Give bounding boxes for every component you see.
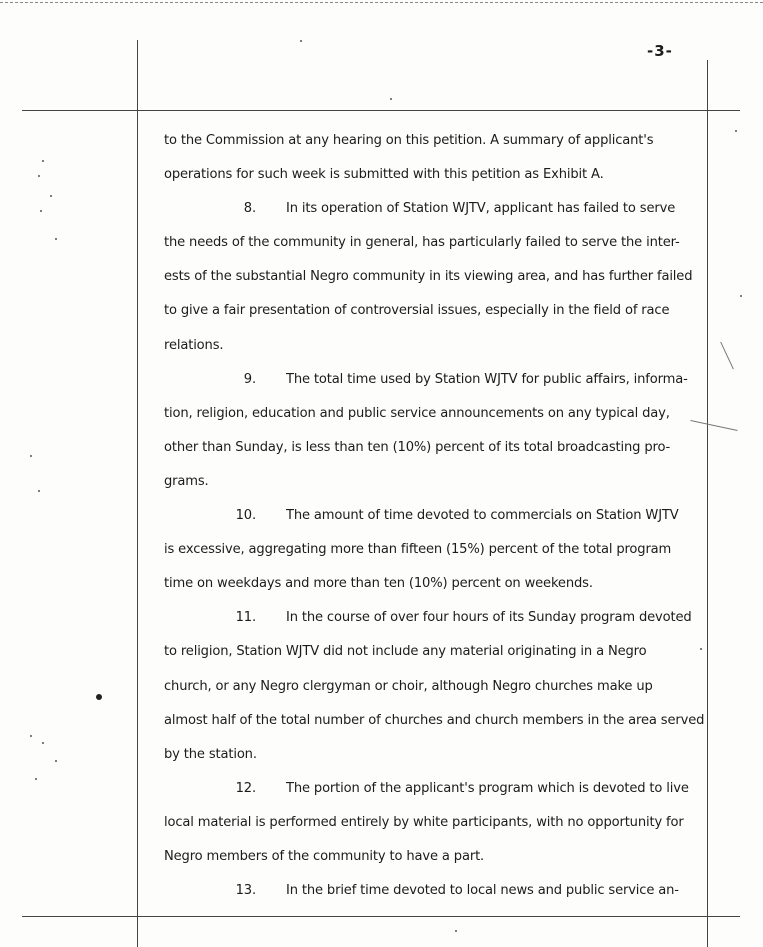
paragraph-first-line [164, 499, 704, 533]
line-text: to religion, Station WJTV did not include any material originating in a Negro [164, 644, 647, 660]
text-line [164, 670, 704, 704]
line-text: operations for such week is submitted with this petition as Exhibit A. [164, 167, 604, 183]
top-horizontal-rule [22, 110, 740, 111]
line-text: almost half of the total number of churches and church members in the area served [164, 712, 705, 728]
line-text: church, or any Negro clergyman or choir, although Negro churches make up [164, 678, 653, 694]
line-text: grams. [164, 473, 209, 489]
scan-speck [38, 490, 40, 492]
paragraph-number: 9. [243, 371, 256, 387]
line-text: to the Commission at any hearing on this petition. A summary of applicant's [164, 133, 654, 148]
text-line [164, 465, 704, 499]
line-text: time on weekdays and more than ten (10%) percent on weekends. [164, 576, 593, 592]
text-line [164, 635, 704, 669]
scan-speck [55, 760, 57, 762]
perforation-line [0, 2, 763, 3]
text-line [164, 397, 704, 431]
line-text: relations. [164, 337, 224, 353]
text-line [164, 704, 704, 738]
scan-speck [455, 930, 457, 932]
paragraph-number: 10. [235, 508, 256, 524]
scan-speck [55, 238, 57, 240]
text-line [164, 567, 704, 601]
scan-speck [40, 210, 42, 212]
paragraph-number: 8. [243, 201, 256, 217]
scan-speck [42, 160, 44, 162]
text-line [164, 431, 704, 465]
text-line [164, 329, 704, 363]
scan-speck [30, 455, 32, 457]
text-line [164, 158, 704, 192]
line-text: local material is performed entirely by white participants, with no opportunity for [164, 814, 684, 830]
scan-speck [300, 40, 302, 42]
scan-speck [30, 735, 32, 737]
paragraph-first-line [164, 601, 704, 635]
left-margin-rule [137, 40, 138, 947]
body-text [164, 124, 704, 908]
line-text: The total time used by Station WJTV for public affairs, informa- [286, 371, 688, 387]
text-line [164, 294, 704, 328]
right-margin-rule [707, 60, 708, 947]
scan-speck [390, 98, 392, 100]
line-text: In the course of over four hours of its Sunday program devoted [286, 610, 692, 626]
line-text: the needs of the community in general, has particularly failed to serve the inter- [164, 235, 680, 251]
line-text: to give a fair presentation of controversial issues, especially in the field of race [164, 303, 670, 319]
paragraph-first-line [164, 874, 704, 908]
paragraph-number: 13. [235, 883, 256, 899]
text-line [164, 124, 704, 158]
line-text: by the station. [164, 746, 257, 762]
line-text: ests of the substantial Negro community in its viewing area, and has further failed [164, 269, 693, 285]
line-text: tion, religion, education and public service announcements on any typical day, [164, 405, 670, 421]
line-text: Negro members of the community to have a part. [164, 848, 485, 864]
paragraph-number: 11. [235, 610, 256, 626]
line-text: The amount of time devoted to commercials on Station WJTV [286, 508, 679, 524]
paragraph-first-line [164, 772, 704, 806]
paragraph-number: 12. [235, 780, 256, 796]
paragraph-first-line [164, 363, 704, 397]
paragraph-first-line [164, 192, 704, 226]
scan-speck [38, 175, 40, 177]
line-text: In its operation of Station WJTV, applicant has failed to serve [286, 201, 676, 217]
margin-dot-mark [96, 694, 102, 700]
text-line [164, 738, 704, 772]
line-text: In the brief time devoted to local news and public service an- [286, 883, 679, 899]
scan-speck [735, 130, 737, 132]
text-line [164, 260, 704, 294]
bottom-horizontal-rule [22, 916, 740, 917]
line-text: is excessive, aggregating more than fifteen (15%) percent of the total program [164, 542, 672, 558]
text-line [164, 840, 704, 874]
scan-speck [50, 195, 52, 197]
scan-speck [700, 648, 702, 650]
text-line [164, 226, 704, 260]
scan-speck [740, 295, 742, 297]
line-text: other than Sunday, is less than ten (10%) percent of its total broadcasting pro- [164, 439, 671, 455]
page-number: -3- [647, 42, 673, 60]
text-line [164, 806, 704, 840]
scan-speck [42, 742, 44, 744]
scan-speck [35, 778, 37, 780]
scan-scratch [720, 342, 734, 370]
text-line [164, 533, 704, 567]
line-text: The portion of the applicant's program which is devoted to live [286, 780, 689, 796]
